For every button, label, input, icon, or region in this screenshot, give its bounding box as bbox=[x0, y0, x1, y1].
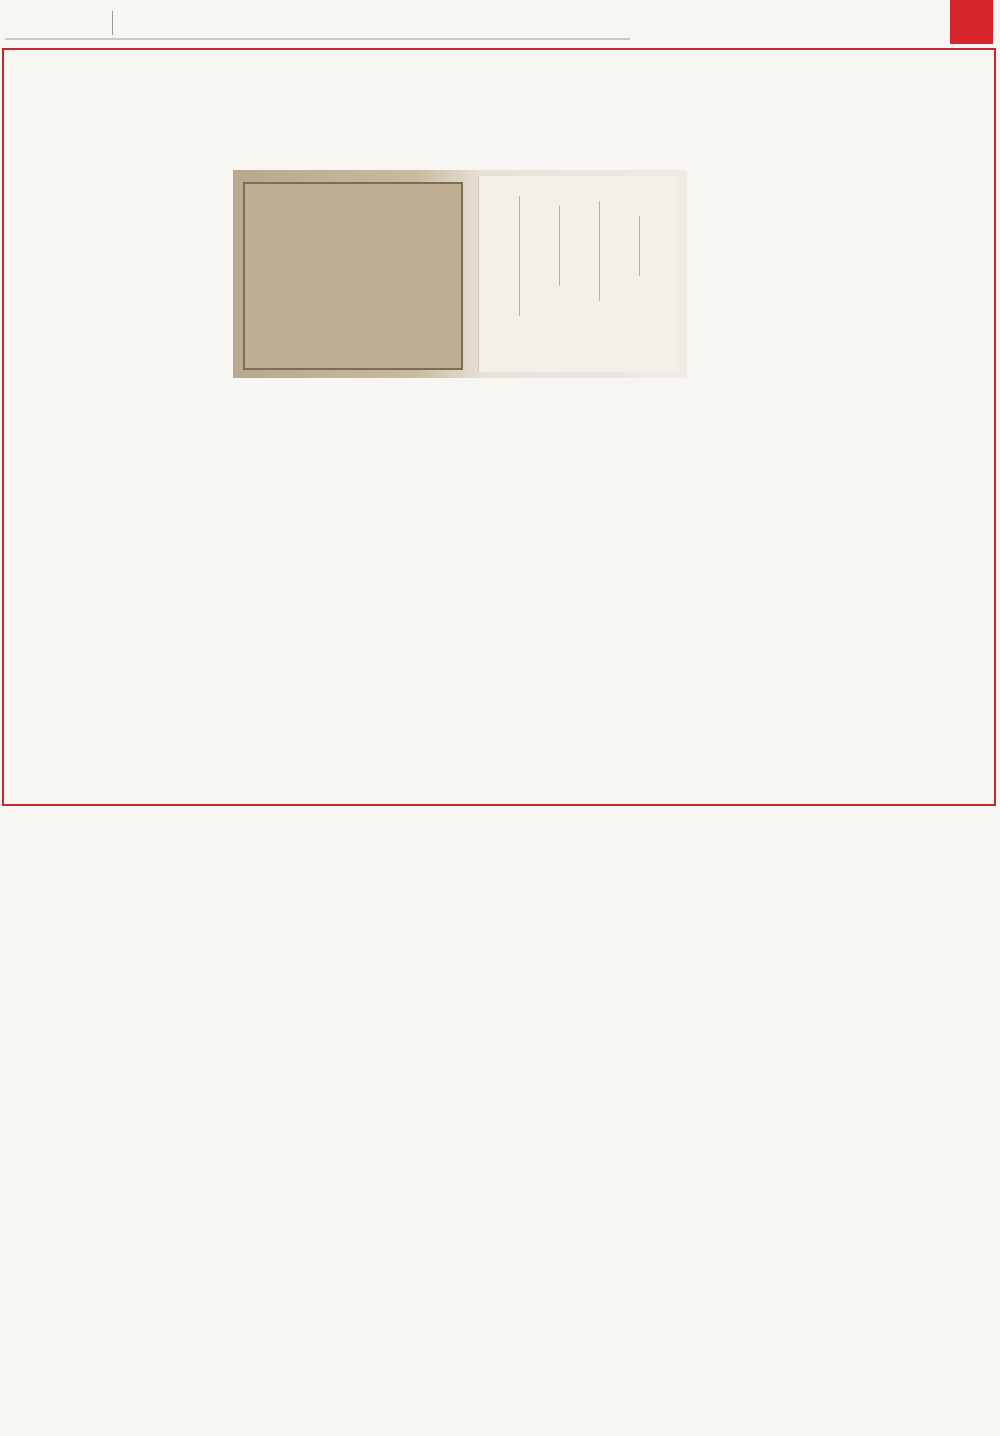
roster-page bbox=[478, 176, 678, 372]
page-number bbox=[950, 0, 993, 44]
article1-column-2 bbox=[232, 415, 456, 803]
article1-column-1 bbox=[6, 162, 225, 802]
masthead-divider bbox=[112, 11, 113, 35]
masthead-rule bbox=[5, 38, 630, 40]
masthead bbox=[0, 0, 1000, 44]
roster-photo bbox=[233, 170, 687, 378]
roster-photo-caption bbox=[300, 382, 680, 396]
roster-cover bbox=[243, 182, 463, 370]
